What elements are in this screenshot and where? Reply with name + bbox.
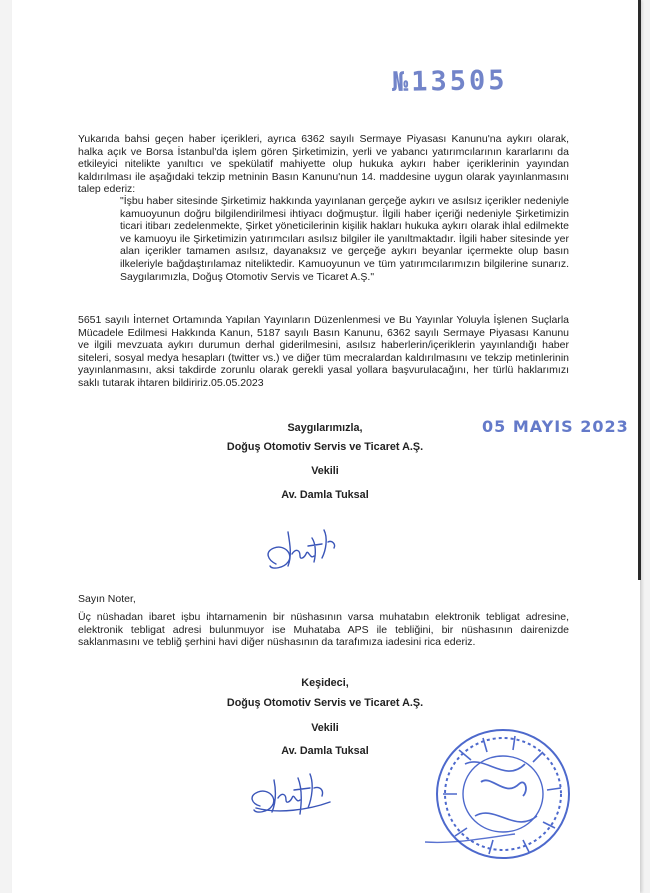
registry-number-stamp: №13505 [391,64,508,99]
closing-greeting: Saygılarımızla, [287,422,363,434]
attorney-name: Av. Damla Tuksal [281,489,369,501]
notary-salutation: Sayın Noter, [78,593,136,605]
attorney-role: Vekili [311,465,339,477]
page-edge-shadow [638,0,641,580]
date-stamp: 05 MAYIS 2023 [482,417,629,436]
attorney-role-2: Vekili [311,722,339,734]
drawer-heading: Keşideci, [301,677,349,689]
signature-1 [258,508,348,576]
company-name-2: Doğuş Otomotiv Servis ve Ticaret A.Ş. [226,697,424,709]
signature-2 [238,758,348,826]
company-name: Doğuş Otomotiv Servis ve Ticaret A.Ş. [226,441,424,453]
legal-notice-paragraph: 5651 sayılı İnternet Ortamında Yapılan Yayınların Düzenlenmesi ve Bu Yayınlar Yoluyla İşlenen Suçlarla Mücadele Edilmesi Hakkında Kanun, 5187 sayılı Basın Kanunu, 6362 sayılı Sermaye Piyasası Kanunu ve ilgili mevzuata aykırı durumun derhal giderilmesini, asılsız haberlerin/içeriklerin yayınlandığı haber siteleri, sosyal medya hesapları (twitter vs.) ve diğer tüm mecralardan kaldırılmasını ve tekzip metinlerinin yayınlanmasını, aksi takdirde zorunlu olarak gerekli yasal yollara başvurulacağını, her türlü haklarımızı saklı tutarak ihtaren bildiririz.05.05.2023 [78,314,569,389]
notary-seal [425,724,575,884]
attorney-name-2: Av. Damla Tuksal [281,745,369,757]
intro-paragraph: Yukarıda bahsi geçen haber içerikleri, ayrıca 6362 sayılı Sermaye Piyasası Kanunu'na aykırı olarak, halka açık ve Borsa İstanbul'da işlem gören Şirketimizin, yerli ve yabancı yatırımcılarının kararlarını da etkileyici nitelikte yanıltıcı ve spekülatif mahiyette olup hukuka aykırı haber içeriklerinin yayından kaldırılması ile aşağıdaki tekzip metninin Basın Kanunu'nun 14. maddesine uygun olarak yayınlanmasını talep ederiz: [78,133,569,196]
retraction-quote: "İşbu haber sitesinde Şirketimiz hakkında yayınlanan gerçeğe aykırı ve asılsız içerikler nedeniyle kamuoyunun doğru bilgilendirilmesi ihtiyacı doğmuştur. İlgili haber içeriği nedeniyle Şirketimizin ticari itibarı zedelenmekte, Şirket yöneticilerinin kişilik hakları hukuka aykırı olarak ihlal edilmekte ve kamuoyu ile Şirketimizin yatırımcıları asılsız bilgiler ile yanıltmaktadır. İlgili haber sitesinde yer alan içerikler tamamen asılsız, dayanaksız ve gerçeğe aykırı beyanlar içermekte olup basın ilkeleriyle bağdaştırılamaz niteliktedir. Kamuoyunun ve tüm yatırımcılarımızın bilgilerine sunarız. Saygılarımızla, Doğuş Otomotiv Servis ve Ticaret A.Ş." [120,195,569,283]
notary-request-paragraph: Üç nüshadan ibaret işbu ihtarnamenin bir nüshasının varsa muhatabın elektronik tebligat adresine, elektronik tebligat adresi bulunmuyor ise Muhataba APS ile tebliğini, bir nüshasının dairenizde saklanmasını ve tebliğ şerhini havi diğer nüshasının da tarafımıza iadesini rica ederiz. [78,611,569,649]
